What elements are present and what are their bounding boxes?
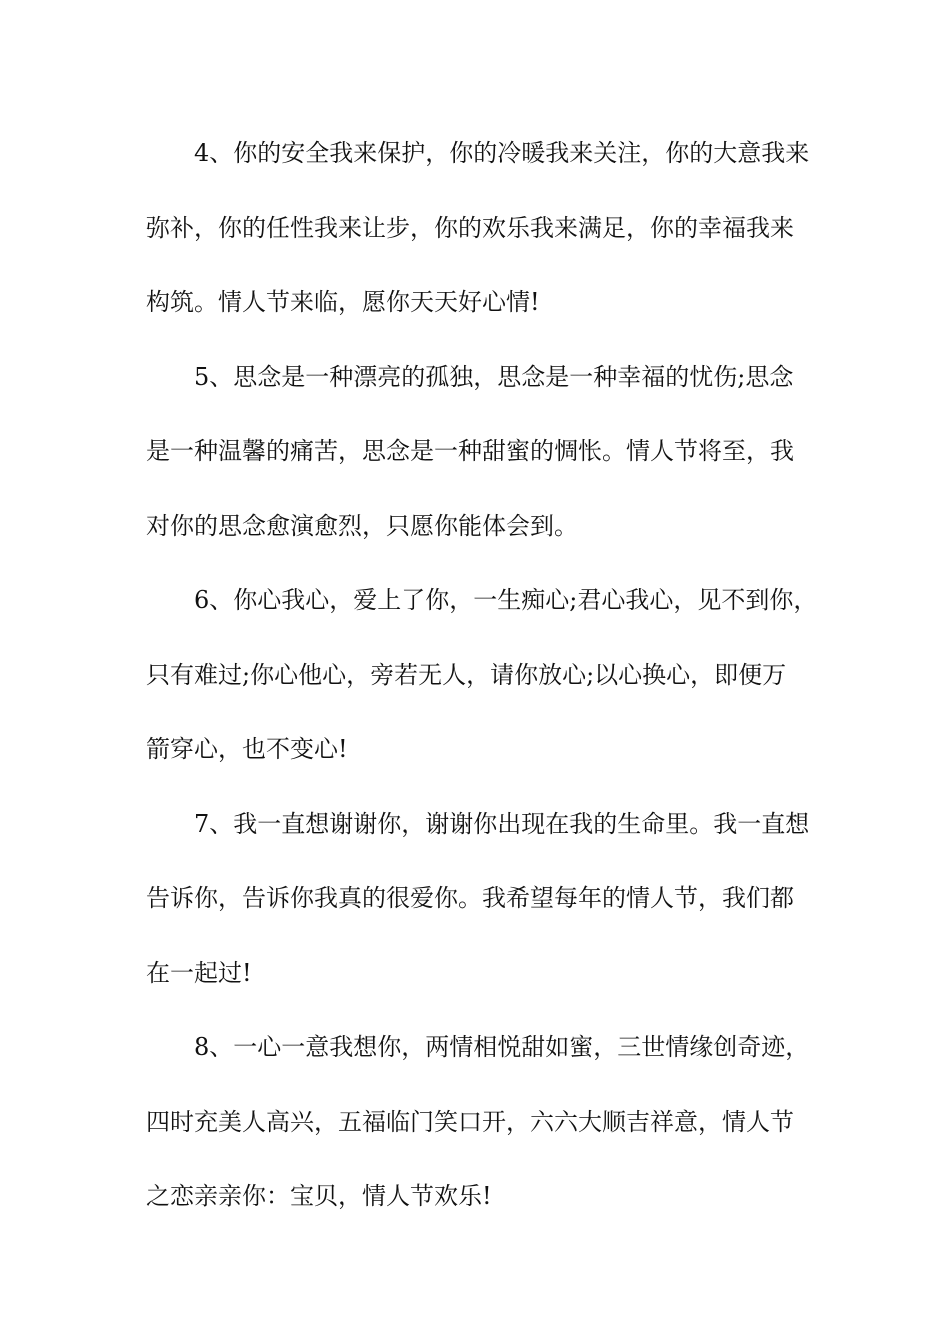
paragraph-8-line-3: 之恋亲亲你：宝贝，情人节欢乐!: [146, 1182, 492, 1210]
paragraph-8-line-2: 四时充美人高兴，五福临门笑口开，六六大顺吉祥意，情人节: [146, 1107, 794, 1136]
paragraph-6-line-2: 只有难过;你心他心，旁若无人，请你放心;以心换心，即便万: [146, 660, 787, 689]
paragraph-7-line-3: 在一起过!: [146, 958, 252, 987]
paragraph-5-line-1: 5、思念是一种漂亮的孤独，思念是一种幸福的忧伤;思念: [194, 362, 794, 391]
paragraph-4-line-3: 构筑。情人节来临，愿你天天好心情!: [146, 288, 540, 316]
paragraph-8-line-1: 8、一心一意我想你，两情相悦甜如蜜，三世情缘创奇迹，: [194, 1033, 810, 1061]
paragraph-7-line-1: 7、我一直想谢谢你，谢谢你出现在我的生命里。我一直想: [194, 809, 810, 838]
paragraph-5-line-2: 是一种温馨的痛苦，思念是一种甜蜜的惆怅。情人节将至，我: [146, 437, 794, 465]
paragraph-4-line-1: 4、你的安全我来保护，你的冷暖我来关注，你的大意我来: [194, 139, 810, 167]
paragraph-4-line-2: 弥补，你的任性我来让步，你的欢乐我来满足，你的幸福我来: [146, 213, 794, 242]
paragraph-6-line-3: 箭穿心，也不变心!: [146, 735, 348, 763]
paragraph-5-line-3: 对你的思念愈演愈烈，只愿你能体会到。: [146, 511, 578, 540]
document-body: [146, 116, 818, 1234]
paragraph-6-line-1: 6、你心我心，爱上了你，一生痴心;君心我心，见不到你，: [194, 586, 818, 614]
paragraph-7-line-2: 告诉你，告诉你我真的很爱你。我希望每年的情人节，我们都: [146, 884, 794, 912]
